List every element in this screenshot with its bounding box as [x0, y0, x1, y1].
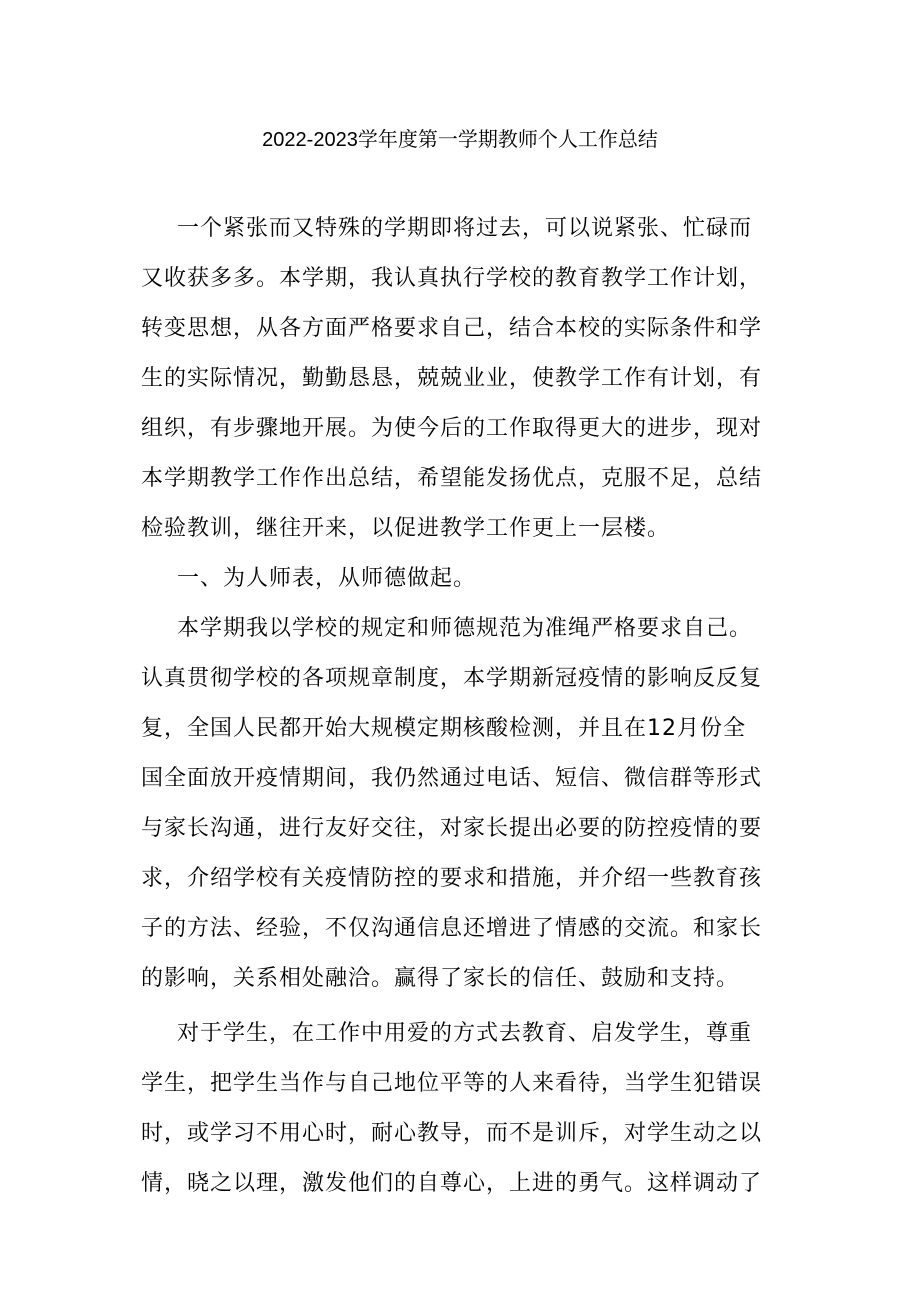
text-line: 对于学生，在工作中用爱的方式去教育、启发学生，尊重	[177, 1021, 753, 1046]
document-body	[141, 204, 765, 1209]
paragraph-intro	[141, 204, 765, 554]
text-line: 子的方法、经验，不仅沟通信息还增进了情感的交流。和家长	[141, 916, 763, 941]
text-line: 又收获多多。本学期，我认真执行学校的教育教学工作计划，	[141, 266, 763, 291]
text-line: 国全面放开疫情期间，我仍然通过电话、短信、微信群等形式	[141, 766, 763, 791]
paragraph-ethics	[141, 604, 765, 1004]
text-line: 时，或学习不用心时，耐心教导，而不是训斥，对学生动之以	[141, 1121, 763, 1146]
text-line: 复，全国人民都开始大规模定期核酸检测，并且在12月份全	[141, 716, 746, 741]
section-heading-1	[141, 554, 765, 604]
text-line: 学生，把学生当作与自己地位平等的人来看待，当学生犯错误	[141, 1071, 763, 1096]
text-line: 生的实际情况，勤勤恳恳，兢兢业业，使教学工作有计划，有	[141, 366, 763, 391]
paragraph-students	[141, 1009, 765, 1209]
text-line: 本学期教学工作作出总结，希望能发扬优点，克服不足，总结	[141, 466, 763, 491]
text-line: 认真贯彻学校的各项规章制度，本学期新冠疫情的影响反反复	[141, 666, 763, 691]
text-line: 一、为人师表，从师德做起。	[177, 566, 477, 591]
text-line: 转变思想，从各方面严格要求自己，结合本校的实际条件和学	[141, 316, 763, 341]
text-line: 求，介绍学校有关疫情防控的要求和措施，并介绍一些教育孩	[141, 866, 763, 891]
text-line: 组织，有步骤地开展。为使今后的工作取得更大的进步，现对	[141, 416, 763, 441]
text-line: 本学期我以学校的规定和师德规范为准绳严格要求自己。	[177, 616, 753, 641]
document-title: 2022-2023学年度第一学期教师个人工作总结	[262, 129, 658, 151]
text-line: 检验教训，继往开来，以促进教学工作更上一层楼。	[141, 516, 671, 541]
text-line: 一个紧张而又特殊的学期即将过去，可以说紧张、忙碌而	[177, 216, 753, 241]
text-line: 的影响，关系相处融洽。赢得了家长的信任、鼓励和支持。	[141, 966, 740, 991]
text-line: 情，晓之以理，激发他们的自尊心，上进的勇气。这样调动了	[141, 1171, 763, 1196]
text-line: 与家长沟通，进行友好交往，对家长提出必要的防控疫情的要	[141, 816, 763, 841]
